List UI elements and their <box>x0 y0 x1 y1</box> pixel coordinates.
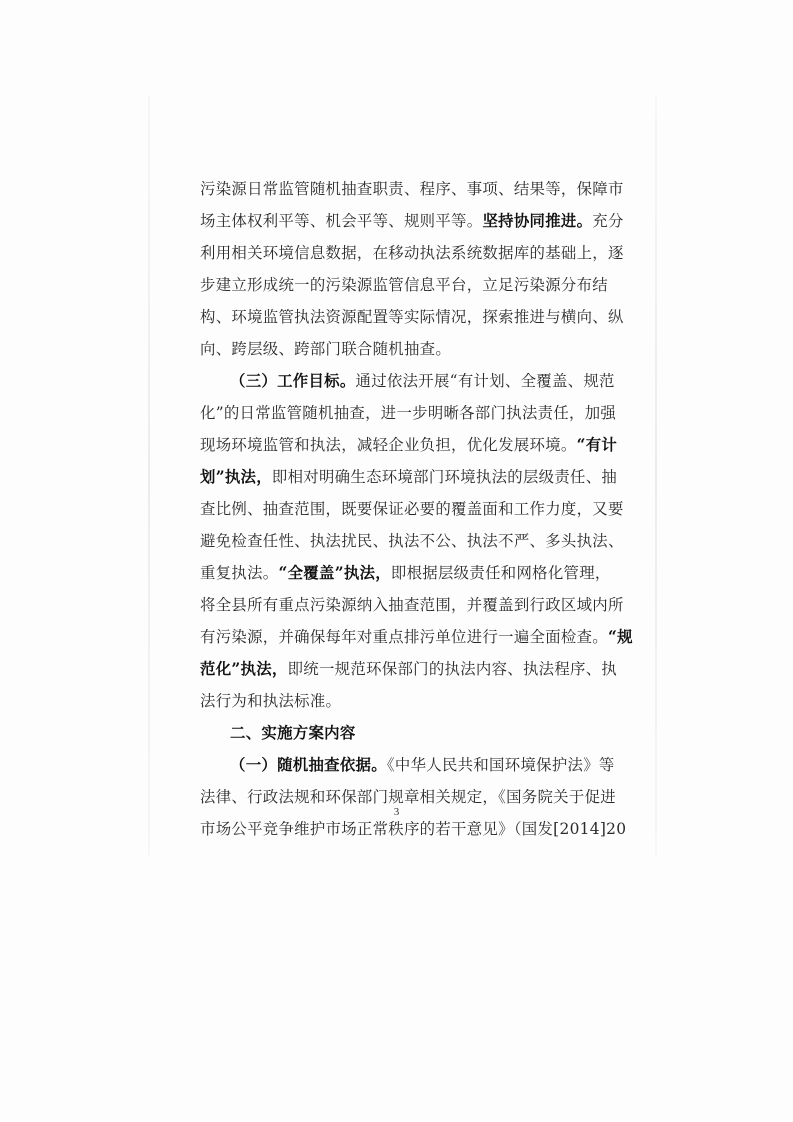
text-line <box>200 365 615 397</box>
bold-text-run: （三）工作目标。 <box>230 372 356 390</box>
text-run: 市场公平竞争维护市场正常秩序的若干意见》（国发[2014]20 <box>200 820 627 838</box>
text-line <box>200 525 624 557</box>
text-run: 构、环境监管执法资源配置等实际情况，探索推进与横向、纵 <box>200 308 624 326</box>
text-run: 污染源日常监管随机抽查职责、程序、事项、结果等，保障市 <box>200 180 624 198</box>
text-line <box>200 461 618 493</box>
text-line <box>200 237 624 269</box>
text-run: 即根据层级责任和网格化管理， <box>390 564 611 582</box>
text-run: 有污染源，并确保每年对重点排污单位进行一遍全面检查。 <box>200 628 608 646</box>
text-run: 查比例、抽查范围，既要保证必要的覆盖面和工作力度，又要 <box>200 500 624 518</box>
scan-shadow-left <box>148 95 150 855</box>
text-line <box>200 397 617 429</box>
text-line <box>200 621 633 653</box>
text-line <box>200 653 618 685</box>
text-line <box>200 333 595 365</box>
text-run: 场主体权利平等、机会平等、规则平等。 <box>200 212 483 230</box>
bold-text-run: “有计 <box>576 436 618 454</box>
text-line <box>200 301 624 333</box>
page-number: 3 <box>393 806 400 818</box>
bold-text-run: “全覆盖”执法， <box>278 564 391 582</box>
text-run: 化”的日常监管随机抽查，进一步明晰各部门执法责任，加强 <box>200 404 617 422</box>
text-run: 步建立形成统一的污染源监管信息平台，立足污染源分布结 <box>200 276 608 294</box>
text-run: 法律、行政法规和环保部门规章相关规定，《国务院关于促进 <box>200 788 616 806</box>
text-run: 向、跨层级、跨部门联合随机抽查。 <box>200 340 452 358</box>
text-run: 即统一规范环保部门的执法内容、执法程序、执 <box>287 660 618 678</box>
bold-text-run: （一）随机抽查依据。 <box>230 756 387 774</box>
text-run: 《中华人民共和国环境保护法》等 <box>386 756 615 774</box>
text-line <box>200 717 595 749</box>
text-line <box>200 589 624 621</box>
text-run: 重复执法。 <box>200 564 279 582</box>
body-text <box>200 173 633 845</box>
text-line <box>200 557 611 589</box>
text-run: 利用相关环境信息数据，在移动执法系统数据库的基础上，逐 <box>200 244 624 262</box>
text-run: 将全县所有重点污染源纳入抽查范围，并覆盖到行政区域内所 <box>200 596 624 614</box>
bold-text-run: 二、实施方案内容 <box>230 724 356 742</box>
text-run: 通过依法开展“有计划、全覆盖、规范 <box>355 372 615 390</box>
text-line <box>200 429 618 461</box>
text-line <box>200 173 624 205</box>
text-run: 充分 <box>592 212 624 230</box>
text-line <box>200 749 615 781</box>
bold-text-run: 坚持协同推进。 <box>482 212 593 230</box>
text-line <box>200 269 608 301</box>
text-line <box>200 493 624 525</box>
bold-text-run: 划”执法， <box>200 468 272 486</box>
text-line <box>200 205 624 237</box>
bold-text-run: 范化”执法， <box>200 660 288 678</box>
text-run: 法行为和执法标准。 <box>200 692 342 710</box>
scan-shadow-right <box>655 95 657 855</box>
text-run: 即相对明确生态环境部门环境执法的层级责任、抽 <box>271 468 618 486</box>
text-run: 避免检查任性、执法扰民、执法不公、执法不严、多头执法、 <box>200 532 624 550</box>
text-line <box>200 685 595 717</box>
text-run: 现场环境监管和执法，减轻企业负担，优化发展环境。 <box>200 436 577 454</box>
bold-text-run: “规 <box>607 628 633 646</box>
